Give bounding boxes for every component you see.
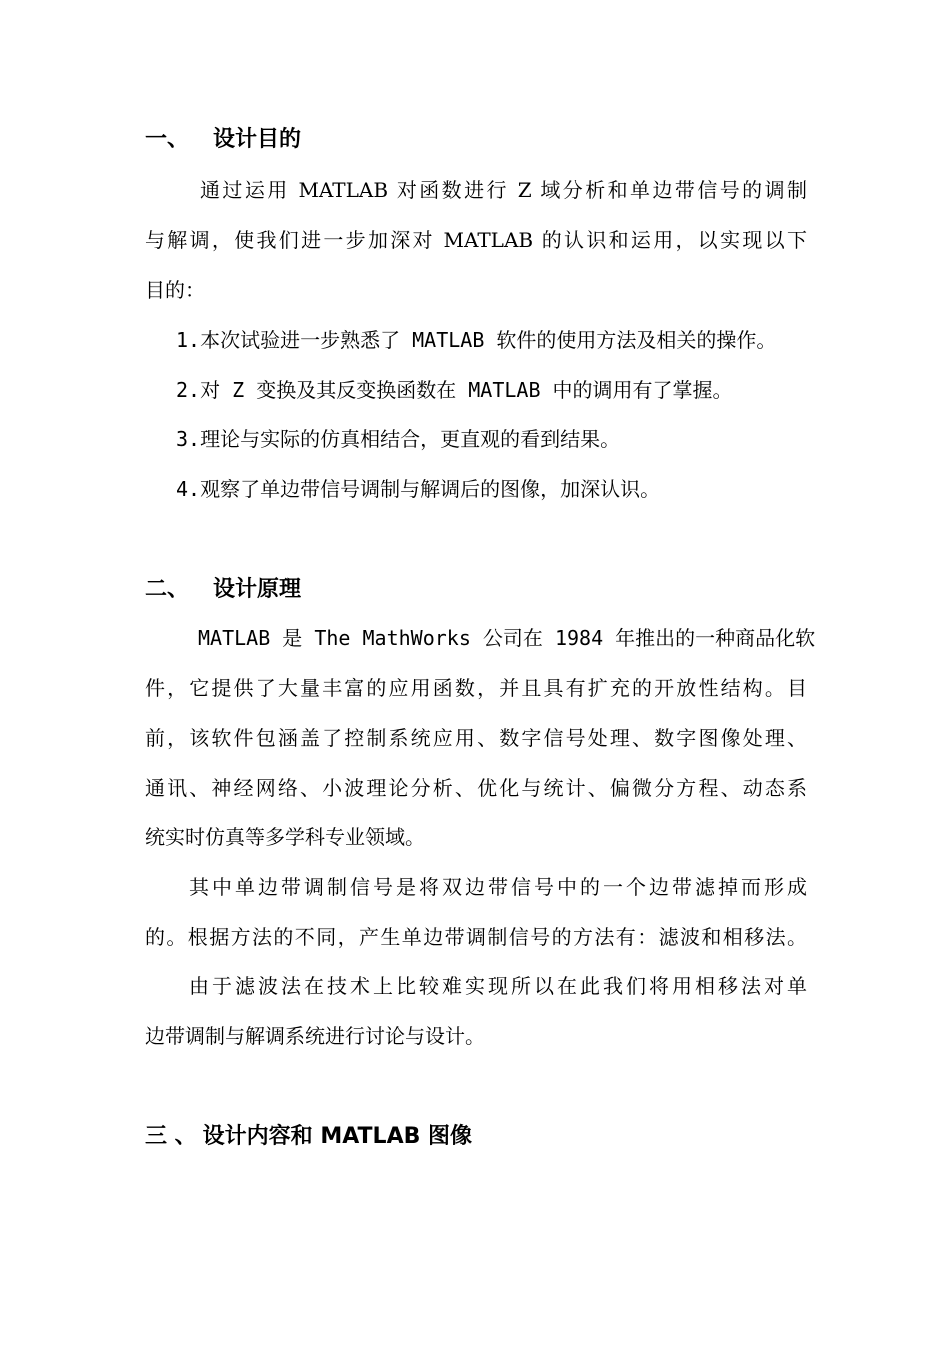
section-3-number: 三 、 xyxy=(145,1124,197,1149)
list-item: 2.对 Z 变换及其反变换函数在 MATLAB 中的调用有了掌握。 xyxy=(176,378,733,402)
section-2-paragraph-line: 由于滤波法在技术上比较难实现所以在此我们将用相移法对单 xyxy=(189,974,807,998)
section-2-paragraph-line: 边带调制与解调系统进行讨论与设计。 xyxy=(145,1024,485,1048)
section-2-paragraph-line: 前，该软件包涵盖了控制系统应用、数字信号处理、数字图像处理、 xyxy=(145,726,807,750)
section-2-paragraph-line: 其中单边带调制信号是将双边带信号中的一个边带滤掉而形成 xyxy=(189,875,807,899)
section-2-number: 二、 xyxy=(145,577,190,602)
section-1-paragraph-line: 与解调，使我们进一步加深对 MATLAB 的认识和运用，以实现以下 xyxy=(145,228,807,252)
list-item: 4.观察了单边带信号调制与解调后的图像，加深认识。 xyxy=(176,477,661,501)
section-1-paragraph-line: 通过运用 MATLAB 对函数进行 Z 域分析和单边带信号的调制 xyxy=(200,178,807,202)
section-1-title: 设计目的 xyxy=(213,127,302,152)
section-3-title: 设计内容和 MATLAB 图像 xyxy=(202,1124,473,1149)
section-1-heading xyxy=(145,126,301,154)
list-item: 3.理论与实际的仿真相结合，更直观的看到结果。 xyxy=(176,427,621,451)
section-1-paragraph-line: 目的： xyxy=(145,278,205,302)
section-3-heading xyxy=(145,1123,472,1151)
section-2-title: 设计原理 xyxy=(213,577,302,602)
section-2-paragraph-line: 件，它提供了大量丰富的应用函数，并且具有扩充的开放性结构。目 xyxy=(145,676,807,700)
section-2-paragraph-line: 统实时仿真等多学科专业领域。 xyxy=(145,825,425,849)
section-2-paragraph-line: 通讯、神经网络、小波理论分析、优化与统计、偏微分方程、动态系 xyxy=(145,776,807,800)
section-2-paragraph-line: MATLAB 是 The MathWorks 公司在 1984 年推出的一种商品化软 xyxy=(198,626,816,650)
section-1-number: 一、 xyxy=(145,127,190,152)
list-item: 1.本次试验进一步熟悉了 MATLAB 软件的使用方法及相关的操作。 xyxy=(176,328,777,352)
section-2-paragraph-line: 的。根据方法的不同，产生单边带调制信号的方法有：滤波和相移法。 xyxy=(145,925,807,949)
section-2-heading xyxy=(145,576,301,604)
